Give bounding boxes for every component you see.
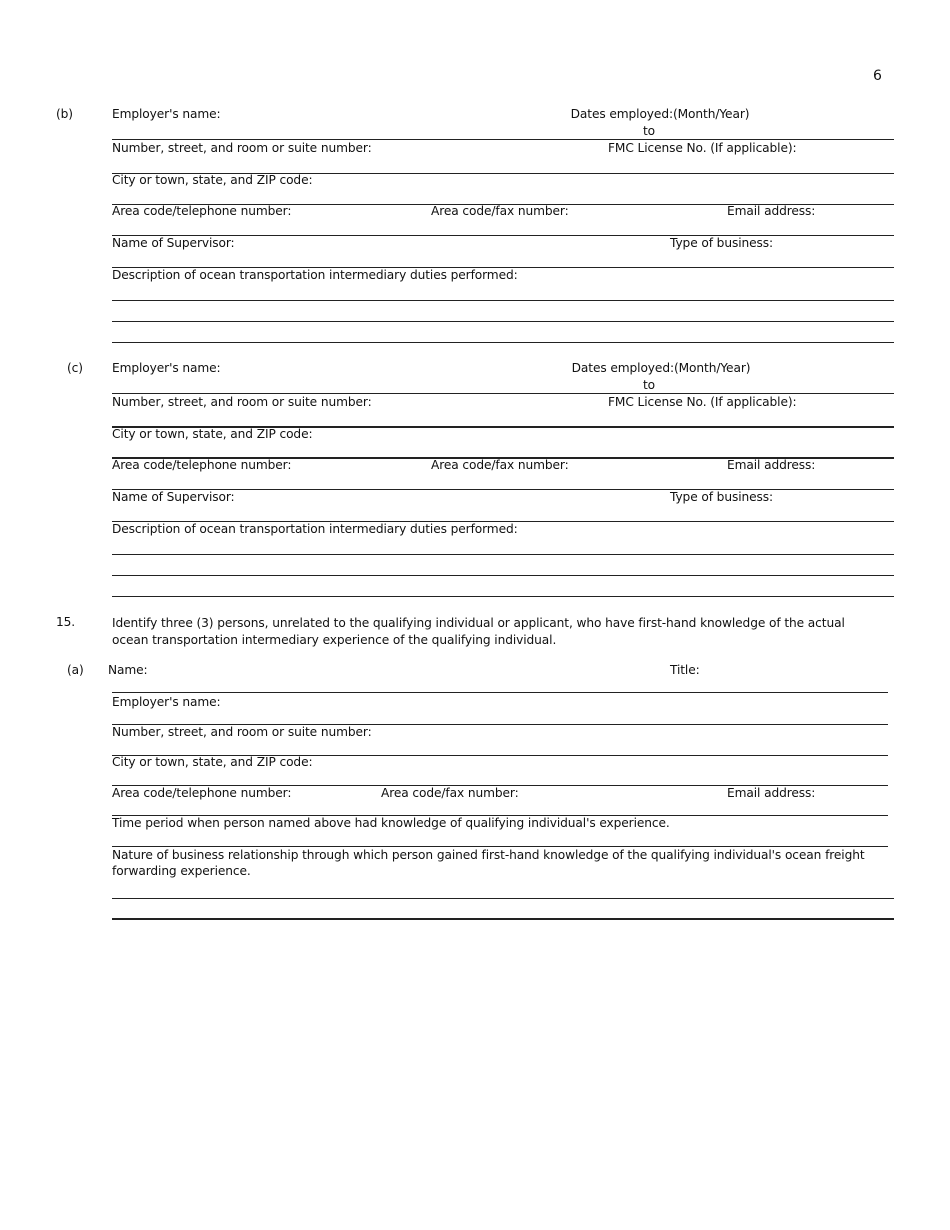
dates-employed-label: Dates employed:(Month/Year) xyxy=(570,107,750,121)
relationship-line-1[interactable] xyxy=(112,898,894,899)
relationship-line-2[interactable] xyxy=(112,918,894,920)
question-number: 15. xyxy=(56,615,76,629)
duties-label: Description of ocean transportation intermediary duties performed: xyxy=(112,268,518,282)
duties-line-1[interactable] xyxy=(112,300,894,301)
duties-line-2[interactable] xyxy=(112,321,894,322)
phone-label: Area code/telephone number: xyxy=(112,204,292,218)
fmc-license-label: FMC License No. (If applicable): xyxy=(608,395,797,409)
relationship-label: Nature of business relationship through which person gained first-hand knowledge of the qualifying individual's ocean freight forwarding experience. xyxy=(112,848,865,878)
time-period-label: Time period when person named above had knowledge of qualifying individual's experience. xyxy=(112,816,670,830)
employer-name-label: Employer's name: xyxy=(112,695,221,709)
duties-line-2[interactable] xyxy=(112,575,894,576)
address-label: Number, street, and room or suite number: xyxy=(112,141,372,155)
duties-line-3[interactable] xyxy=(112,596,894,597)
supervisor-label: Name of Supervisor: xyxy=(112,236,235,250)
employer-name-label: Employer's name: xyxy=(112,361,221,375)
fax-label: Area code/fax number: xyxy=(381,786,519,800)
duties-line-3[interactable] xyxy=(112,342,894,343)
name-label: Name: xyxy=(108,663,148,677)
address-label: Number, street, and room or suite number: xyxy=(112,395,372,409)
fax-label: Area code/fax number: xyxy=(431,204,569,218)
city-label: City or town, state, and ZIP code: xyxy=(112,173,313,187)
section-marker: (b) xyxy=(56,107,73,121)
employer-name-line[interactable] xyxy=(112,139,894,140)
supervisor-label: Name of Supervisor: xyxy=(112,490,235,504)
name-line[interactable] xyxy=(112,692,888,693)
email-label: Email address: xyxy=(727,458,816,472)
business-type-label: Type of business: xyxy=(670,236,774,250)
dates-to-label: to xyxy=(642,124,656,138)
employer-name-label: Employer's name: xyxy=(112,107,221,121)
phone-label: Area code/telephone number: xyxy=(112,786,292,800)
employer-name-line[interactable] xyxy=(112,393,894,394)
business-type-label: Type of business: xyxy=(670,490,774,504)
dates-to-label: to xyxy=(642,378,656,392)
question-text: Identify three (3) persons, unrelated to the qualifying individual or applicant, who have first-hand knowledge of the actual ocean transportation intermediary experience of the qualifying individual. xyxy=(112,616,845,647)
duties-label: Description of ocean transportation intermediary duties performed: xyxy=(112,522,518,536)
section-marker: (c) xyxy=(67,361,83,375)
email-label: Email address: xyxy=(727,204,816,218)
page-number: 6 xyxy=(873,68,882,84)
city-label: City or town, state, and ZIP code: xyxy=(112,427,313,441)
sub-marker: (a) xyxy=(67,663,84,677)
title-label: Title: xyxy=(670,663,700,677)
email-label: Email address: xyxy=(727,786,816,800)
address-label: Number, street, and room or suite number: xyxy=(112,725,372,739)
dates-employed-label: Dates employed:(Month/Year) xyxy=(571,361,751,375)
phone-label: Area code/telephone number: xyxy=(112,458,292,472)
fax-label: Area code/fax number: xyxy=(431,458,569,472)
duties-line-1[interactable] xyxy=(112,554,894,555)
city-label: City or town, state, and ZIP code: xyxy=(112,755,313,769)
fmc-license-label: FMC License No. (If applicable): xyxy=(608,141,797,155)
